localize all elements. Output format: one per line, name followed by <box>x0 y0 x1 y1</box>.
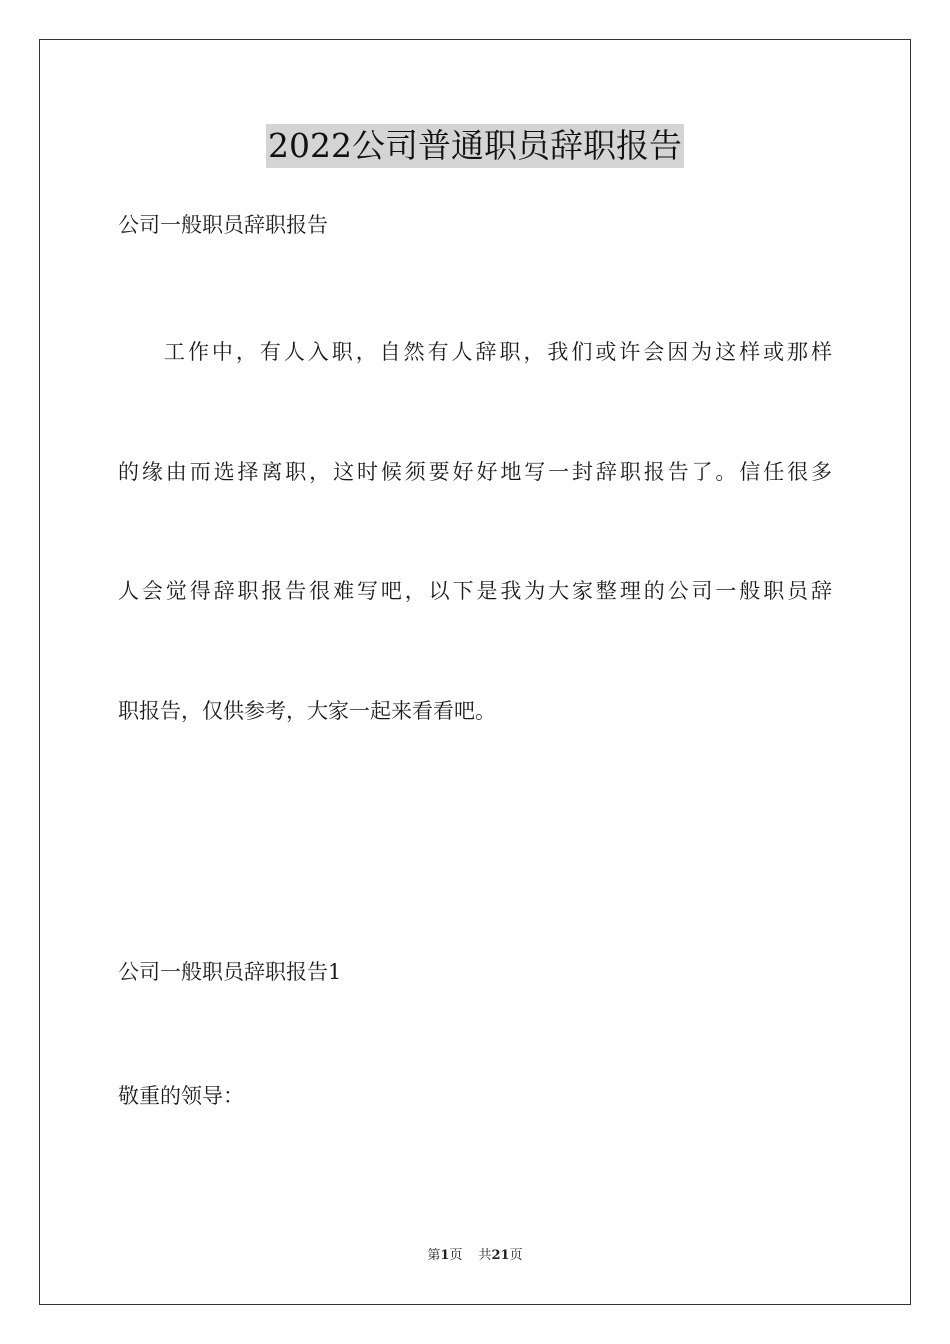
footer-total-suffix: 页 <box>509 1248 523 1263</box>
intro-line-2: 的缘由而选择离职，这时候须要好好地写一封辞职报告了。信任很多 <box>118 460 832 484</box>
title-container <box>0 124 950 168</box>
document-subtitle: 公司一般职员辞职报告 <box>118 213 328 237</box>
document-title: 2022公司普通职员辞职报告 <box>266 124 684 168</box>
footer-page-prefix: 第 <box>427 1248 441 1263</box>
footer-total-prefix: 共 <box>478 1248 492 1263</box>
page-footer <box>0 1247 950 1265</box>
footer-page-suffix: 页 <box>449 1248 463 1263</box>
intro-line-1: 工作中，有人入职，自然有人辞职，我们或许会因为这样或那样 <box>164 340 832 364</box>
intro-line-3: 人会觉得辞职报告很难写吧，以下是我为大家整理的公司一般职员辞 <box>118 579 832 603</box>
section-heading: 公司一般职员辞职报告1 <box>118 960 342 984</box>
intro-line-4: 职报告，仅供参考，大家一起来看看吧。 <box>118 699 496 723</box>
salutation: 敬重的领导： <box>118 1084 244 1108</box>
footer-page-number: 1 <box>440 1248 450 1263</box>
footer-total-pages: 21 <box>491 1248 510 1263</box>
